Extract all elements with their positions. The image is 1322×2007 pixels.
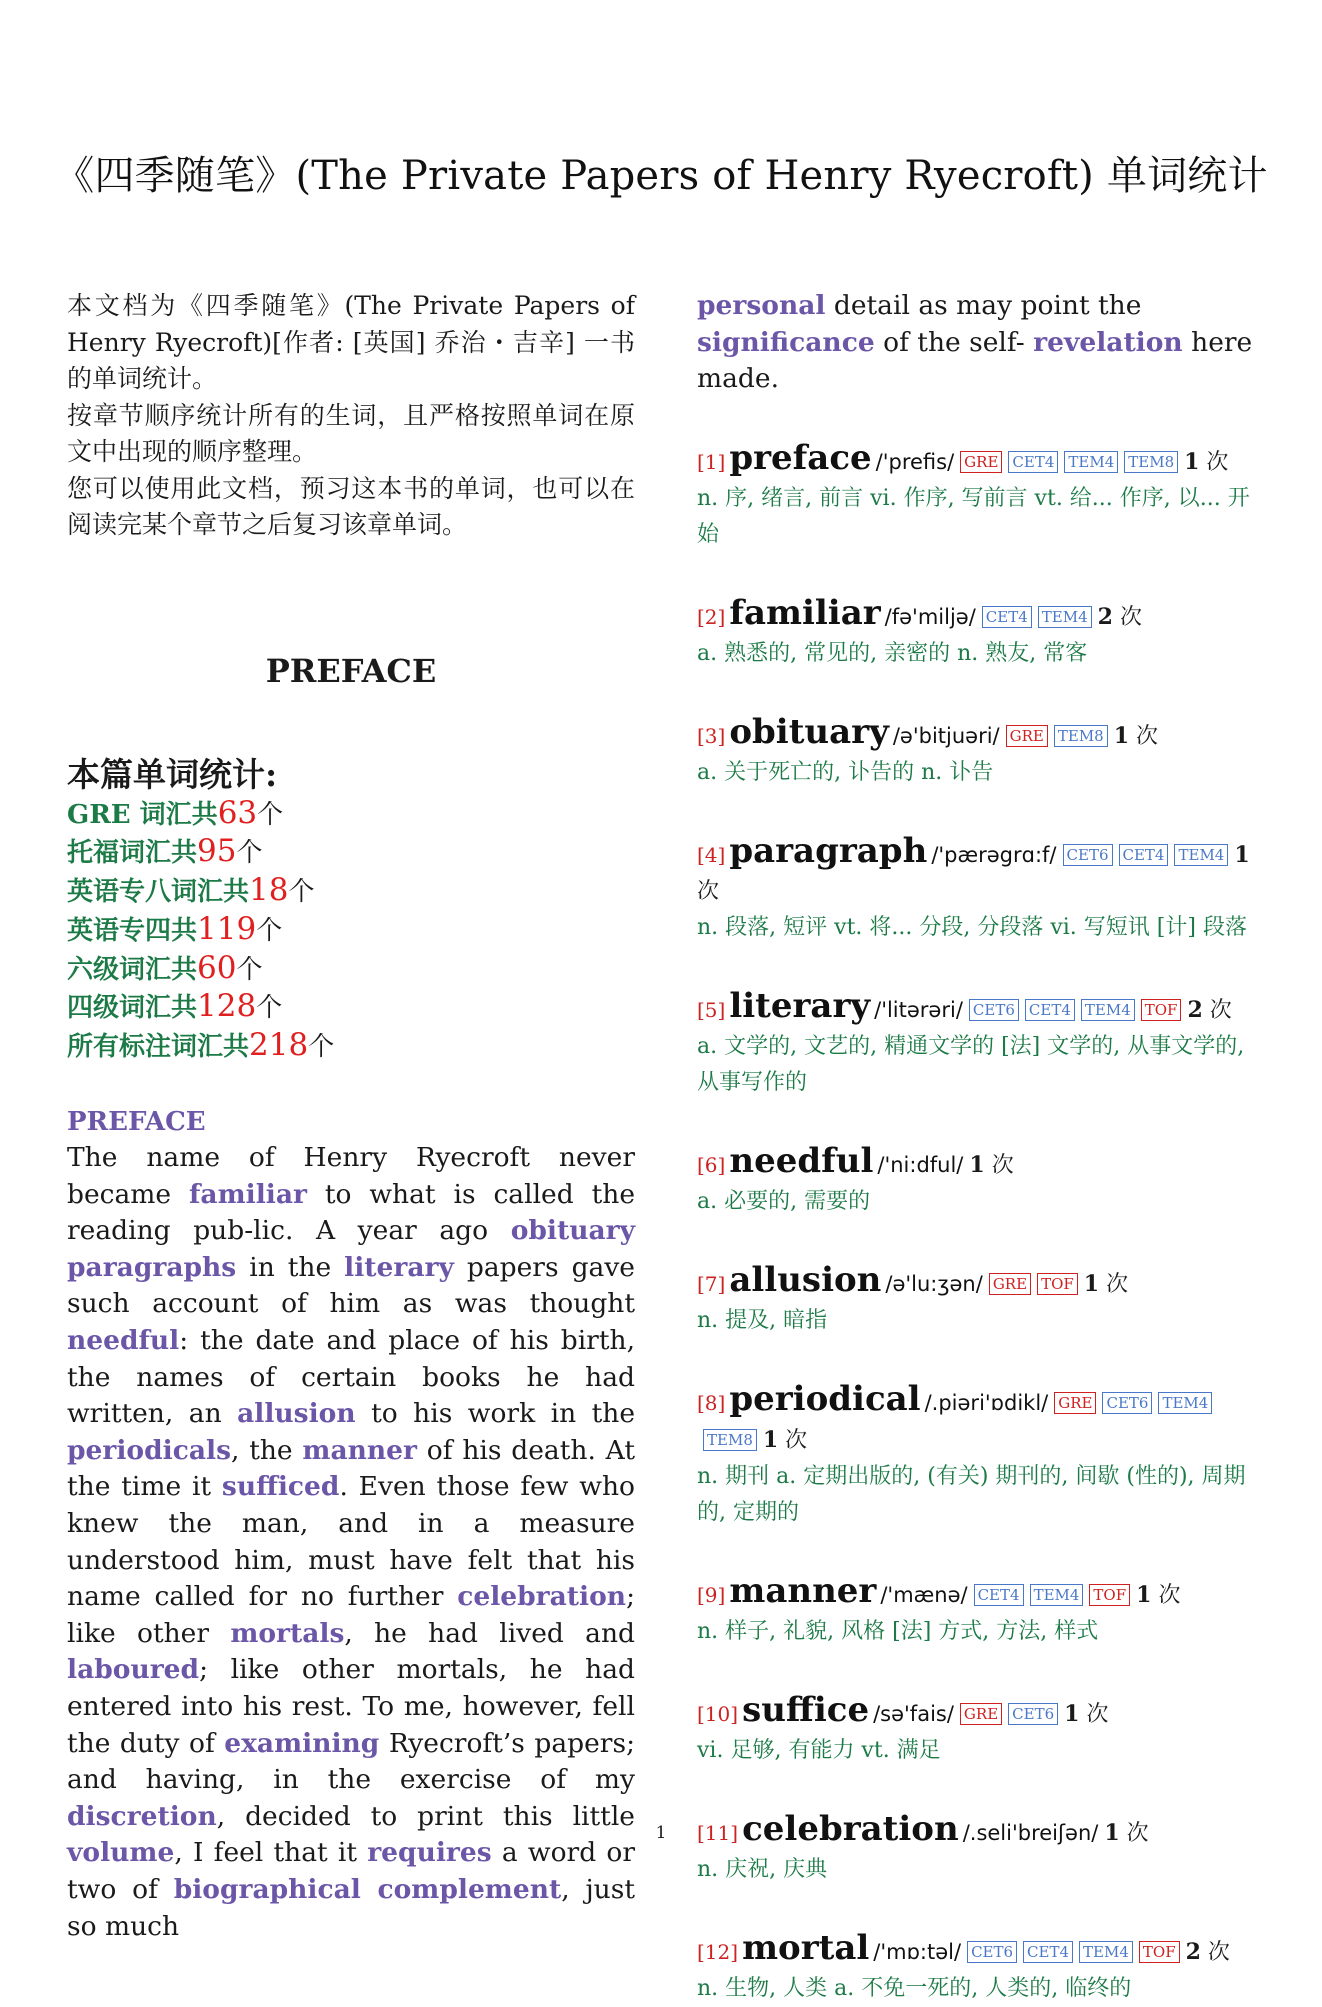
entry-count: 2 — [1097, 603, 1113, 630]
highlighted-word: personal — [697, 290, 826, 321]
text-segment: of his death. At the time it — [67, 1434, 635, 1503]
stat-unit: 个 — [236, 838, 263, 869]
entry-index: [5] — [697, 997, 726, 1022]
stat-unit: 个 — [256, 993, 283, 1024]
entry-word: needful — [729, 1140, 874, 1181]
highlighted-word: volume — [67, 1837, 175, 1869]
intro-paragraph: 按章节顺序统计所有的生词，且严格按照单词在原文中出现的顺序整理。 — [67, 400, 635, 466]
entry-count-unit: 次 — [991, 1152, 1014, 1178]
entry-index: [12] — [697, 1939, 739, 1964]
exam-tag: TOF — [1089, 1584, 1130, 1606]
document-title: 《四季随笔》(The Private Papers of Henry Ryecroft) 单词统计 — [54, 153, 1268, 199]
stat-row — [67, 833, 635, 872]
entry-meaning: n. 生物, 人类 a. 不免一死的, 人类的, 临终的 — [697, 1975, 1132, 2001]
entry-count: 1 — [1113, 722, 1130, 749]
text-segment: , he had lived and — [344, 1617, 635, 1649]
entry-count-unit: 次 — [1207, 1939, 1230, 1965]
entry-word: familiar — [729, 592, 881, 633]
exam-tag: GRE — [960, 1703, 1002, 1725]
entry-pronunciation: /'pærəgrɑ:f/ — [931, 842, 1057, 867]
exam-tag: CET6 — [1008, 1703, 1058, 1725]
highlighted-word: familiar — [189, 1178, 307, 1210]
text-segment: The name of Henry Ryecroft never became — [67, 1142, 635, 1210]
entry-pronunciation: /ə'bitjuəri/ — [892, 723, 1000, 748]
entry-count: 1 — [1104, 1819, 1120, 1846]
entry-meaning: n. 期刊 a. 定期出版的, (有关) 期刊的, 间歇 (性的), 周期的, 定期的 — [697, 1463, 1246, 1525]
entry-meaning: n. 样子, 礼貌, 风格 [法] 方式, 方法, 样式 — [697, 1618, 1099, 1644]
entry-pronunciation: /'mænə/ — [880, 1582, 968, 1607]
text-segment: , I feel that it — [174, 1837, 368, 1869]
vocab-entry — [697, 1570, 1267, 1650]
exam-tag: CET4 — [982, 606, 1032, 628]
stat-value: 18 — [249, 872, 289, 909]
text-segment: of the self- — [874, 326, 1034, 358]
stat-value: 60 — [197, 949, 237, 986]
entry-pronunciation: /.piəri'ɒdikl/ — [924, 1390, 1049, 1415]
vocab-entry — [697, 1689, 1267, 1769]
exam-tag: TEM8 — [703, 1429, 757, 1451]
highlighted-word: sufficed — [221, 1471, 340, 1503]
left-column — [67, 288, 635, 1945]
exam-tag: TEM4 — [1158, 1392, 1212, 1414]
entry-head — [697, 1570, 1267, 1614]
exam-tag: TEM4 — [1081, 999, 1135, 1021]
stat-label: 四级词汇共 — [67, 993, 198, 1024]
vocab-entry — [697, 1378, 1267, 1531]
stat-unit: 个 — [236, 954, 263, 985]
entry-meaning: a. 关于死亡的, 讣告的 n. 讣告 — [697, 759, 994, 785]
exam-tag: TOF — [1037, 1273, 1078, 1295]
text-segment: , the — [230, 1434, 303, 1466]
entry-head — [697, 437, 1267, 481]
entry-index: [11] — [697, 1820, 739, 1845]
entry-word: literary — [729, 985, 871, 1026]
stat-unit: 个 — [256, 915, 283, 946]
text-segment: Ryecroft’s papers; and having, in the exercise of my — [67, 1727, 635, 1796]
stat-label: GRE 词汇共 — [67, 799, 218, 830]
text-segment: ; like other mortals, he had entered into his rest. To me, however, fell the duty of — [67, 1654, 635, 1759]
stat-label: 英语专八词汇共 — [67, 877, 250, 908]
vocab-entry — [697, 830, 1267, 946]
stat-unit: 个 — [288, 877, 315, 908]
exam-tag: CET6 — [1102, 1392, 1152, 1414]
exam-tag: TEM4 — [1079, 1941, 1133, 1963]
entry-count: 1 — [1234, 841, 1250, 868]
text-segment: a word or two of — [67, 1837, 635, 1905]
stat-value: 218 — [249, 1027, 309, 1064]
stat-value: 95 — [197, 833, 237, 870]
entry-meaning: n. 庆祝, 庆典 — [697, 1856, 828, 1882]
entry-head — [697, 1689, 1267, 1733]
exam-tag: TOF — [1141, 999, 1182, 1021]
text-segment: detail as may point the — [825, 290, 1142, 321]
exam-tag: TEM4 — [1038, 606, 1092, 628]
text-segment: , decided to print this little — [216, 1800, 635, 1832]
vocab-entry — [697, 1140, 1267, 1220]
entry-head — [697, 830, 1267, 910]
exam-tag: TEM8 — [1124, 451, 1178, 473]
entry-head — [697, 1140, 1267, 1184]
text-segment: in the — [236, 1251, 345, 1283]
text-segment: ; like other — [67, 1581, 635, 1649]
stat-label: 所有标注词汇共 — [67, 1032, 250, 1063]
stat-unit: 个 — [257, 799, 284, 830]
section-heading: PREFACE — [265, 651, 437, 690]
highlighted-word: periodicals — [67, 1434, 231, 1466]
entry-pronunciation: /'prefis/ — [875, 449, 955, 474]
entry-word: allusion — [729, 1259, 882, 1300]
exam-tag: GRE — [1006, 725, 1048, 747]
entry-word: suffice — [742, 1689, 870, 1730]
entry-head — [697, 711, 1267, 755]
entry-head — [697, 985, 1267, 1029]
highlighted-word: mortals — [230, 1617, 345, 1649]
entry-count: 1 — [1064, 1700, 1080, 1727]
entry-word: preface — [729, 437, 872, 478]
text-segment: . Even those few who knew the man, and in a measure understood him, must have felt that his name called for no further — [67, 1471, 636, 1613]
entry-count: 1 — [762, 1426, 779, 1453]
highlighted-word: needful — [67, 1325, 180, 1357]
highlighted-word: examining — [224, 1727, 380, 1759]
entry-meaning: a. 熟悉的, 常见的, 亲密的 n. 熟友, 常客 — [697, 640, 1088, 666]
exam-tag: GRE — [960, 451, 1002, 473]
stat-row — [67, 911, 635, 950]
entry-count-unit: 次 — [1119, 604, 1142, 630]
entry-index: [10] — [697, 1701, 739, 1726]
highlighted-word: laboured — [67, 1654, 200, 1686]
stat-value: 128 — [197, 988, 257, 1025]
entry-index: [8] — [697, 1390, 726, 1415]
entry-meaning: n. 段落, 短评 vt. 将... 分段, 分段落 vi. 写短讯 [计] 段落 — [697, 914, 1247, 940]
exam-tag: GRE — [1054, 1392, 1096, 1414]
entry-index: [6] — [697, 1152, 726, 1177]
entry-count-unit: 次 — [1086, 1701, 1109, 1727]
entry-pronunciation: /ə'lu:ʒən/ — [885, 1271, 983, 1296]
text-segment: to what is called the reading pub-lic. A year ago — [67, 1178, 635, 1247]
stats-title: 本篇单词统计: — [67, 754, 278, 794]
text-segment: : the date and place of his birth, the names of certain books he had written, an — [67, 1325, 635, 1430]
entry-count-unit: 次 — [1136, 723, 1159, 749]
text-segment: , just so much — [67, 1873, 635, 1942]
entry-index: [4] — [697, 842, 726, 867]
entry-meaning: a. 必要的, 需要的 — [697, 1188, 871, 1214]
vocab-entry — [697, 985, 1267, 1101]
highlighted-word: literary — [344, 1251, 454, 1283]
entry-index: [9] — [697, 1582, 726, 1607]
highlighted-word: manner — [302, 1434, 417, 1466]
entry-meaning: n. 提及, 暗指 — [697, 1307, 828, 1333]
exam-tag: CET6 — [969, 999, 1019, 1021]
stat-label: 六级词汇共 — [67, 954, 198, 985]
text-segment: here made. — [697, 326, 1253, 395]
highlighted-word: biographical complement — [173, 1873, 562, 1905]
entry-count-unit: 次 — [1106, 1271, 1129, 1297]
entry-index: [7] — [697, 1271, 726, 1296]
entry-word: celebration — [742, 1808, 959, 1849]
vocabulary-list — [697, 437, 1267, 2007]
right-column — [697, 288, 1267, 2007]
text-segment: papers gave such account of him as was thought — [67, 1251, 635, 1320]
entry-pronunciation: /sə'fais/ — [873, 1701, 954, 1726]
exam-tag: CET4 — [1025, 999, 1075, 1021]
stat-row — [67, 1027, 635, 1066]
stat-value: 63 — [217, 794, 258, 831]
stat-row — [67, 988, 635, 1027]
intro-text — [67, 288, 635, 544]
stat-unit: 个 — [308, 1032, 335, 1063]
stat-row — [67, 795, 635, 834]
entry-count-unit: 次 — [1126, 1820, 1149, 1846]
entry-meaning: a. 文学的, 文艺的, 精通文学的 [法] 文学的, 从事文学的, 从事写作的 — [697, 1033, 1245, 1095]
entry-head — [697, 1259, 1267, 1303]
entry-head — [697, 1378, 1267, 1459]
entry-count-unit: 次 — [1158, 1582, 1181, 1608]
exam-tag: GRE — [989, 1273, 1031, 1295]
vocab-entry — [697, 1927, 1267, 2007]
highlighted-word: celebration — [457, 1581, 627, 1613]
stat-value: 119 — [197, 910, 257, 947]
stats-list — [67, 795, 635, 1067]
entry-word: manner — [729, 1570, 877, 1611]
exam-tag: CET4 — [1008, 451, 1058, 473]
stat-row — [67, 872, 635, 911]
exam-tag: TEM4 — [1030, 1584, 1084, 1606]
exam-tag: CET4 — [1119, 844, 1169, 866]
chapter-text-continuation — [697, 288, 1267, 398]
exam-tag: TEM4 — [1174, 844, 1228, 866]
entry-count-unit: 次 — [1206, 449, 1229, 475]
chapter-label: PREFACE — [67, 1107, 206, 1138]
exam-tag: CET6 — [1063, 844, 1113, 866]
exam-tag: TEM8 — [1054, 725, 1108, 747]
entry-count-unit: 次 — [697, 878, 720, 904]
vocab-entry — [697, 437, 1267, 553]
entry-pronunciation: /'mɒ:təl/ — [873, 1939, 962, 1964]
stat-label: 英语专四共 — [67, 915, 198, 946]
entry-count: 1 — [1136, 1581, 1152, 1608]
vocab-entry — [697, 592, 1267, 672]
entry-word: paragraph — [729, 830, 928, 871]
exam-tag: CET6 — [967, 1941, 1017, 1963]
stat-row — [67, 950, 635, 989]
page-number: 1 — [655, 1823, 667, 1843]
entry-count: 1 — [969, 1151, 985, 1178]
entry-pronunciation: /fə'miljə/ — [884, 604, 976, 629]
stat-label: 托福词汇共 — [67, 838, 198, 869]
highlighted-word: allusion — [237, 1398, 356, 1430]
entry-count: 2 — [1187, 996, 1203, 1023]
exam-tag: CET4 — [1023, 1941, 1073, 1963]
entry-count: 2 — [1185, 1938, 1201, 1965]
entry-meaning: n. 序, 绪言, 前言 vi. 作序, 写前言 vt. 给... 作序, 以... 开始 — [697, 485, 1250, 547]
highlighted-word: significance — [697, 326, 875, 358]
entry-count-unit: 次 — [1209, 997, 1232, 1023]
entry-pronunciation: /.seli'breiʃən/ — [962, 1820, 1099, 1845]
vocab-entry — [697, 711, 1267, 791]
entry-index: [2] — [697, 604, 726, 629]
intro-paragraph: 您可以使用此文档，预习这本书的单词，也可以在阅读完某个章节之后复习该章单词。 — [67, 473, 635, 539]
entry-word: obituary — [729, 711, 889, 752]
entry-word: mortal — [742, 1927, 870, 1968]
exam-tag: CET4 — [974, 1584, 1024, 1606]
entry-count-unit: 次 — [785, 1427, 808, 1453]
entry-meaning: vi. 足够, 有能力 vt. 满足 — [697, 1737, 941, 1763]
entry-pronunciation: /'ni:dful/ — [877, 1152, 964, 1177]
entry-index: [3] — [697, 723, 726, 748]
vocab-entry — [697, 1259, 1267, 1339]
highlighted-word: requires — [367, 1837, 492, 1869]
highlighted-word: obituary paragraphs — [67, 1215, 635, 1283]
intro-paragraph: 本文档为《四季随笔》(The Private Papers of Henry Ryecroft)[作者: [英国] 乔治・吉辛] 一书的单词统计。 — [67, 291, 635, 393]
entry-head — [697, 1927, 1267, 1971]
entry-count: 1 — [1083, 1270, 1100, 1297]
highlighted-word: revelation — [1033, 326, 1183, 358]
highlighted-word: discretion — [67, 1800, 217, 1832]
exam-tag: TEM4 — [1064, 451, 1118, 473]
entry-head — [697, 592, 1267, 636]
entry-count: 1 — [1184, 448, 1200, 475]
text-segment: to his work in the — [355, 1398, 636, 1430]
entry-word: periodical — [729, 1378, 921, 1419]
exam-tag: TOF — [1139, 1941, 1180, 1963]
entry-pronunciation: /'litərəri/ — [874, 997, 963, 1022]
entry-index: [1] — [697, 449, 726, 474]
